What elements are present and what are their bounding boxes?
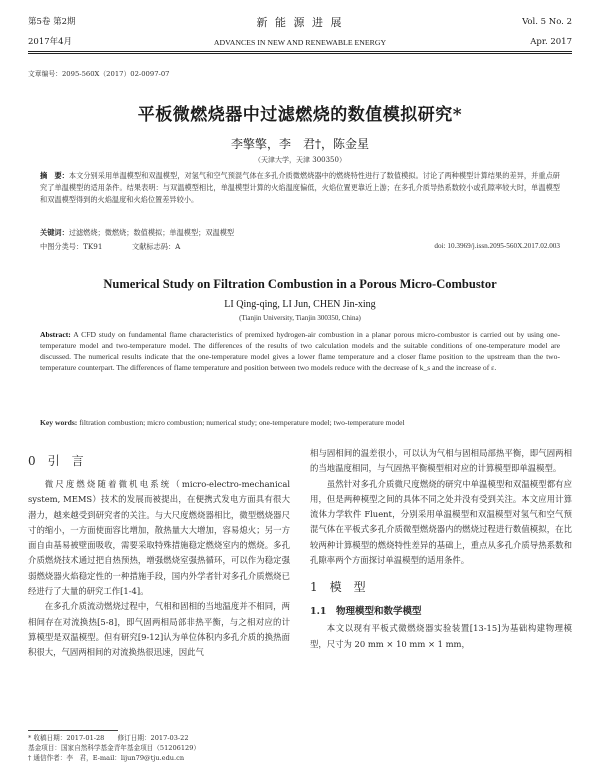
abstract-en — [40, 329, 560, 373]
volume-issue-en: Vol. 5 No. 2 — [522, 17, 572, 27]
journal-name-en: ADVANCES IN NEW AND RENEWABLE ENERGY — [213, 38, 387, 47]
footnote-corresponding-author: † 通信作者：李 君，E-mail：lijun79@tju.edu.cn — [28, 754, 185, 762]
section-heading-introduction: 0 引 言 — [28, 454, 84, 468]
title-en: Numerical Study on Filtration Combustion in a Porous Micro-Combustor — [103, 277, 497, 291]
keywords-en-text: filtration combustion; micro combustion; numerical study; one-temperature model; two-temperature model — [79, 418, 405, 427]
authors-en: LI Qing-qing, LI Jun, CHEN Jin-xing — [224, 299, 376, 310]
date-cn: 2017年4月 — [28, 37, 73, 47]
footnote-received-date: * 收稿日期：2017-01-28 修订日期：2017-03-22 — [28, 734, 189, 742]
footnote-rule — [28, 730, 118, 731]
document-code: 文献标志码：A — [132, 242, 181, 251]
body-paragraph: 微尺度燃烧随着微机电系统（micro-electro-mechanical system, MEMS）技术的发展而被提出，在便携式发电方面具有很大潜力，越来越受到研究者的关注。与大尺度燃烧器相比，微型燃烧器尺寸的缩小，一方面使面容比增加，散热量大大增加，容易熄火；另一方面自由基易被壁面吸收，需要采取特殊措施稳定燃烧室内的燃烧。多孔介质燃烧技术通过把自热预热，增强燃烧室强热循环，可以作为稳定强弱燃烧器火焰稳定性的一种措施手段，国内外学者针对多孔介质燃烧已经进行了大量的研究工作[1-4]。 — [28, 479, 290, 597]
abstract-cn-text: 本文分别采用单温模型和双温模型，对氢气和空气预混气体在多孔介质微燃烧器中的燃烧特性进行了数值模拟。讨论了两种模型计算结果的差异，并重点研究了单温模型的适用条件。结果表明：与双温模型相比，单温模型计算的火焰温度偏低，火焰位置更靠近上游；在多孔介质导热系数较小或孔隙率较大时，单温模型和双温模型得到的火焰温度和火焰位置差异较小。 — [40, 171, 560, 204]
header-rule — [28, 51, 572, 52]
authors-cn: 李擎擎，李 君†，陈金星 — [230, 137, 369, 151]
header-rule-thin — [28, 53, 572, 54]
abstract-cn — [40, 170, 560, 205]
doi: doi: 10.3969/j.issn.2095-560X.2017.02.003 — [434, 242, 560, 250]
abstract-en-label: Abstract: — [40, 330, 71, 339]
body-paragraph: 在多孔介质流动燃烧过程中，气相和固相的当地温度并不相同，两相间存在对流换热[5-8]，即气固两相局部非热平衡，与之相对应的计算模型是双温模型。但有研究[9-12]认为单位体积内多孔介质的换热面积很大，气固两相间的对流换热很迅速，因此气 — [28, 601, 290, 658]
subsection-heading-physical-model: 1.1 物理模型和数学模型 — [310, 606, 422, 618]
keywords-cn-text: 过滤燃烧；微燃烧；数值模拟；单温模型；双温模型 — [68, 228, 235, 237]
keywords-cn-label: 关键词： — [40, 228, 69, 237]
date-en: Apr. 2017 — [530, 37, 572, 47]
abstract-en-text: A CFD study on fundamental flame characteristics of premixed hydrogen-air combustion in a planar porous micro-combustor is carried out by using one-temperature model and two-temperature model. The differences of the results of two calculation models and the suitable conditions of one-temperature model are discussed. The numerical results indicate that the one-temperature model gives a lower flame temperature and a closer flame position to the upstream than the two-temperature counterpart. The differences of flame temperature and position between two models reduce with the decrease of k_s and the increase of ε. — [40, 330, 560, 372]
keywords-cn — [40, 228, 560, 238]
affiliation-cn: （天津大学，天津 300350） — [254, 156, 346, 164]
footnote-funding: 基金项目：国家自然科学基金青年基金项目（51206129） — [28, 744, 201, 752]
affiliation-en: (Tianjin University, Tianjin 300350, China) — [239, 314, 361, 322]
abstract-cn-label: 摘 要： — [40, 171, 69, 180]
section-heading-model: 1 模 型 — [310, 580, 366, 595]
body-column-right — [310, 446, 572, 652]
body-paragraph: 虽然针对多孔介质微尺度燃烧的研究中单温模型和双温模型都有应用，但是两种模型之间的具体不同之处并没有受到关注。本文应用计算流体力学软件 Fluent，分别采用单温模型和双温模型对氢气和空气预混气体在平板式多孔介质微型燃烧器内的燃烧过程进行数值模拟，在比较两种计算模型的燃烧特性差异的基础上，重点从多孔介质导热系数和孔隙率两个方面探讨单温模型的适用条件。 — [310, 478, 572, 566]
article-number: 文章编号：2095-560X（2017）02-0097-07 — [28, 70, 170, 78]
keywords-en — [40, 418, 560, 427]
journal-name-cn: 新 能 源 进 展 — [256, 16, 344, 29]
volume-issue-cn: 第5卷 第2期 — [28, 17, 76, 27]
keywords-en-label: Key words: — [40, 418, 78, 427]
clc-number: 中图分类号：TK91 — [40, 242, 103, 251]
body-paragraph: 本文以现有平板式微燃烧器实验装置[13-15]为基础构建物理模型，尺寸为 20 mm × 10 mm × 1 mm， — [310, 623, 572, 649]
body-column-left — [28, 446, 290, 661]
footnotes — [28, 733, 308, 763]
title-cn: 平板微燃烧器中过滤燃烧的数值模拟研究* — [137, 105, 463, 125]
body-paragraph: 相与固相间的温差很小，可以认为气相与固相局部热平衡，即气固两相的当地温度相同，与气固热平衡模型相对应的计算模型即单温模型。 — [310, 448, 572, 474]
